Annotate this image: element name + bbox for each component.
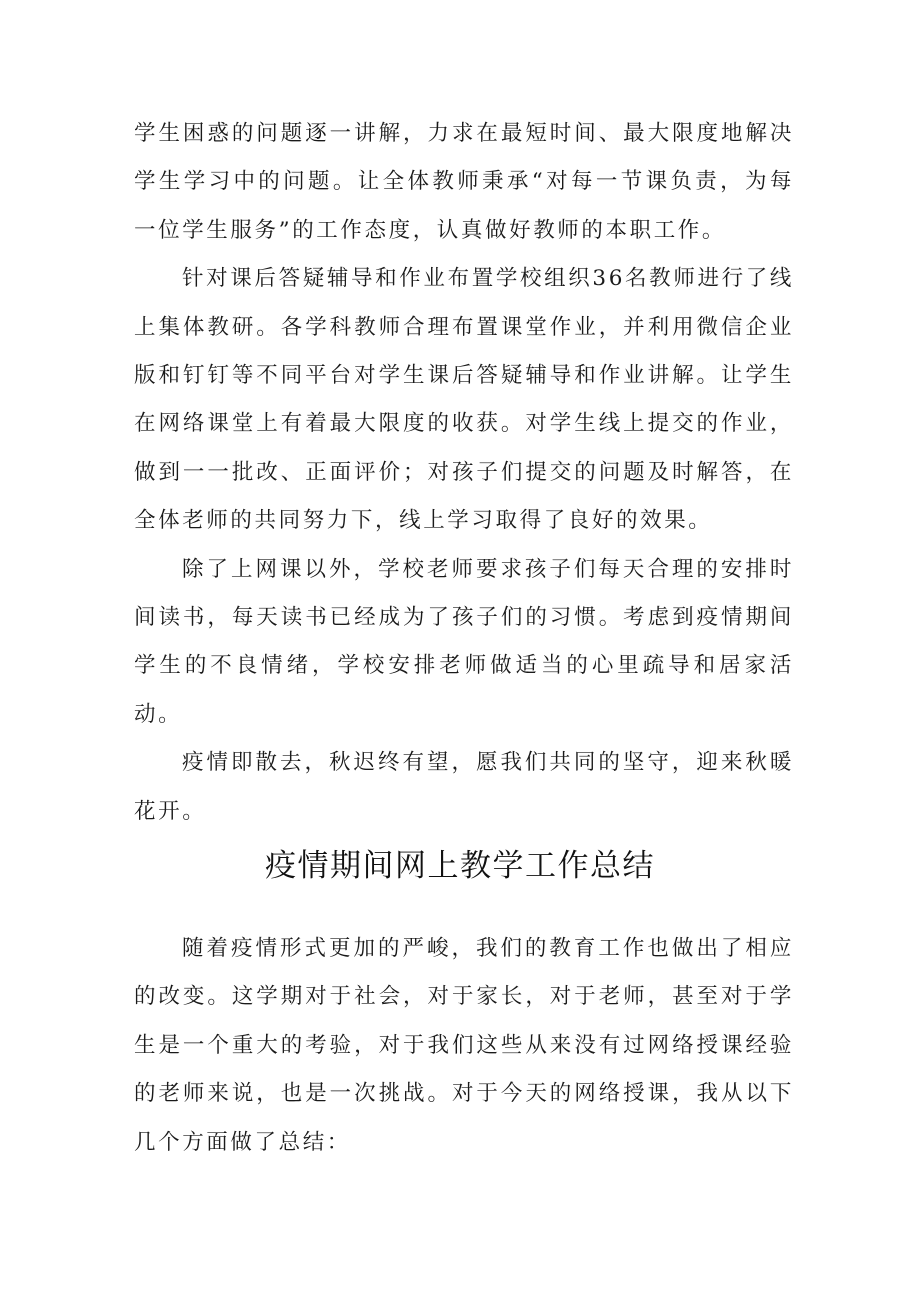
- paragraph-continuation: 学生困惑的问题逐一讲解，力求在最短时间、最大限度地解决学生学习中的问题。让全体教师秉承“对每一节课负责，为每一位学生服务”的工作态度，认真做好教师的本职工作。: [134, 121, 794, 243]
- paragraph-intro: 随着疫情形式更加的严峻，我们的教育工作也做出了相应的改变。这学期对于社会，对于家长，对于老师，甚至对于学生是一个重大的考验，对于我们这些从来没有过网络授课经验的老师来说，也是一次挑战。对于今天的网络授课，我从以下几个方面做了总结：: [134, 936, 794, 1155]
- section-2-heading: [0, 838, 920, 894]
- paragraph-online-research: 针对课后答疑辅导和作业布置学校组织36名教师进行了线上集体教研。各学科教师合理布置课堂作业，并利用微信企业版和钉钉等不同平台对学生课后答疑辅导和作业讲解。让学生在网络课堂上有着最大限度的收获。对学生线上提交的作业，做到一一批改、正面评价；对孩子们提交的问题及时解答，在全体老师的共同努力下，线上学习取得了良好的效果。: [134, 266, 794, 534]
- paragraph-reading-habits: 除了上网课以外，学校老师要求孩子们每天合理的安排时间读书，每天读书已经成为了孩子们的习惯。考虑到疫情期间学生的不良情绪，学校安排老师做适当的心里疏导和居家活动。: [134, 556, 794, 727]
- document-title: 疫情期间网上教学工作总结: [265, 848, 655, 884]
- section-1-body: [134, 110, 794, 836]
- section-2-body: [134, 925, 794, 1167]
- paragraph-closing: 疫情即散去，秋迟终有望，愿我们共同的坚守，迎来秋暖花开。: [134, 750, 794, 824]
